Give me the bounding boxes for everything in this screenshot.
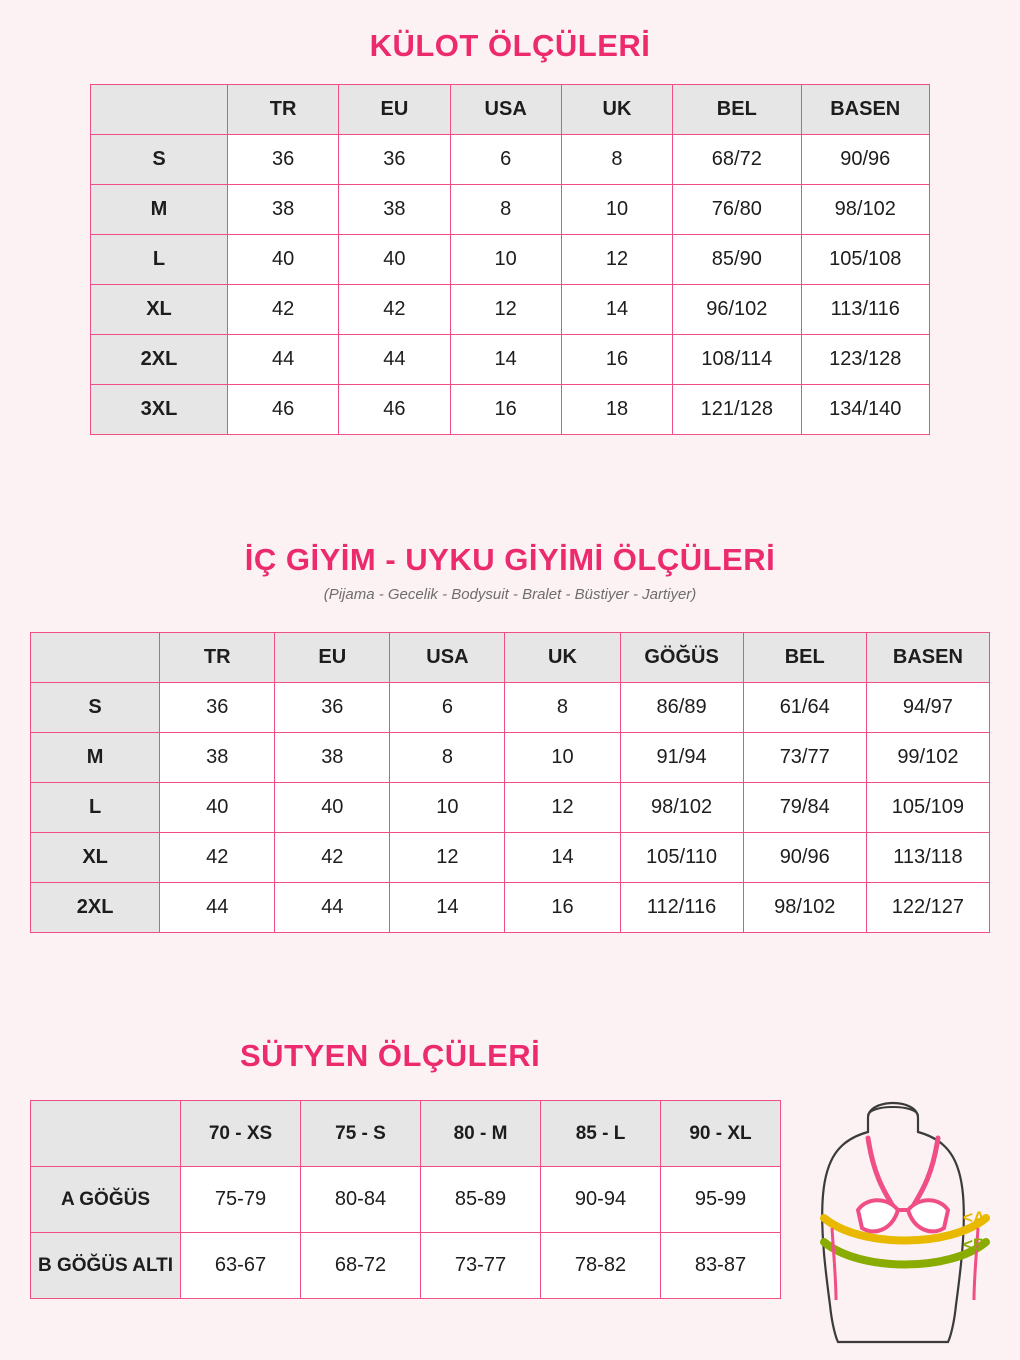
- panties-title-wrap: [0, 0, 1020, 64]
- table-cell: 83-87: [661, 1233, 781, 1299]
- table-cell: 105/110: [620, 833, 743, 883]
- table-cell: 38: [339, 185, 450, 235]
- column-header: TR: [160, 633, 275, 683]
- panties-table: [90, 84, 930, 435]
- table-cell: 12: [450, 285, 561, 335]
- column-header: BEL: [673, 85, 801, 135]
- table-cell: 91/94: [620, 733, 743, 783]
- table-cell: 18: [561, 385, 672, 435]
- mannequin-illustration: [790, 1090, 1020, 1345]
- table-cell: 14: [390, 883, 505, 933]
- column-header: UK: [505, 633, 620, 683]
- row-size-label: S: [31, 683, 160, 733]
- table-cell: 44: [160, 883, 275, 933]
- legend-a-label: <A: [963, 1208, 986, 1227]
- table-cell: 16: [450, 385, 561, 435]
- table-cell: 96/102: [673, 285, 801, 335]
- table-cell: 90/96: [743, 833, 866, 883]
- table-cell: 85/90: [673, 235, 801, 285]
- table-cell: 134/140: [801, 385, 930, 435]
- row-size-label: L: [31, 783, 160, 833]
- row-size-label: M: [31, 733, 160, 783]
- table-cell: 40: [339, 235, 450, 285]
- table-cell: 6: [390, 683, 505, 733]
- table-cell: 85-89: [421, 1167, 541, 1233]
- table-cell: 99/102: [866, 733, 989, 783]
- table-cell: 112/116: [620, 883, 743, 933]
- table-cell: 38: [160, 733, 275, 783]
- table-cell: 113/116: [801, 285, 930, 335]
- row-size-label: S: [91, 135, 228, 185]
- column-header: [31, 1101, 181, 1167]
- underwear-table-wrap: [30, 632, 990, 933]
- table-cell: 98/102: [620, 783, 743, 833]
- table-row: [31, 783, 990, 833]
- column-header: GÖĞÜS: [620, 633, 743, 683]
- table-cell: 78-82: [541, 1233, 661, 1299]
- underwear-title-wrap: [0, 542, 1020, 603]
- table-header-row: [31, 1101, 781, 1167]
- column-header: 70 - XS: [181, 1101, 301, 1167]
- table-cell: 80-84: [301, 1167, 421, 1233]
- table-row: [31, 833, 990, 883]
- column-header: TR: [227, 85, 338, 135]
- row-size-label: 2XL: [31, 883, 160, 933]
- table-row: [91, 235, 930, 285]
- table-cell: 68/72: [673, 135, 801, 185]
- column-header: 85 - L: [541, 1101, 661, 1167]
- row-size-label: XL: [91, 285, 228, 335]
- column-header: USA: [450, 85, 561, 135]
- table-cell: 44: [275, 883, 390, 933]
- table-cell: 90-94: [541, 1167, 661, 1233]
- column-header: 75 - S: [301, 1101, 421, 1167]
- table-cell: 36: [339, 135, 450, 185]
- table-cell: 8: [561, 135, 672, 185]
- table-row: [31, 683, 990, 733]
- table-header-row: [91, 85, 930, 135]
- table-cell: 14: [505, 833, 620, 883]
- table-row: [91, 185, 930, 235]
- table-cell: 36: [275, 683, 390, 733]
- table-cell: 90/96: [801, 135, 930, 185]
- table-cell: 121/128: [673, 385, 801, 435]
- row-size-label: XL: [31, 833, 160, 883]
- table-row: [91, 285, 930, 335]
- table-cell: 12: [561, 235, 672, 285]
- row-size-label: M: [91, 185, 228, 235]
- table-cell: 73-77: [421, 1233, 541, 1299]
- column-header: 80 - M: [421, 1101, 541, 1167]
- column-header: EU: [339, 85, 450, 135]
- table-cell: 46: [227, 385, 338, 435]
- column-header: BEL: [743, 633, 866, 683]
- table-cell: 75-79: [181, 1167, 301, 1233]
- table-cell: 40: [227, 235, 338, 285]
- underwear-title: İÇ GİYİM - UYKU GİYİMİ ÖLÇÜLERİ: [244, 542, 776, 577]
- table-row: [31, 1167, 781, 1233]
- table-cell: 16: [505, 883, 620, 933]
- table-cell: 14: [561, 285, 672, 335]
- column-header: BASEN: [801, 85, 930, 135]
- column-header: USA: [390, 633, 505, 683]
- bra-table: [30, 1100, 781, 1299]
- table-cell: 44: [227, 335, 338, 385]
- table-cell: 73/77: [743, 733, 866, 783]
- column-header: UK: [561, 85, 672, 135]
- column-header: BASEN: [866, 633, 989, 683]
- table-cell: 40: [275, 783, 390, 833]
- table-header-row: [31, 633, 990, 683]
- table-cell: 42: [160, 833, 275, 883]
- bra-title: SÜTYEN ÖLÇÜLERİ: [240, 1038, 541, 1073]
- table-cell: 14: [450, 335, 561, 385]
- table-cell: 38: [227, 185, 338, 235]
- underwear-table: [30, 632, 990, 933]
- panties-table-wrap: [90, 84, 930, 435]
- table-row: [91, 135, 930, 185]
- table-cell: 46: [339, 385, 450, 435]
- table-row: [31, 733, 990, 783]
- table-cell: 10: [450, 235, 561, 285]
- row-size-label: L: [91, 235, 228, 285]
- table-row: [91, 335, 930, 385]
- table-cell: 36: [160, 683, 275, 733]
- table-cell: 68-72: [301, 1233, 421, 1299]
- table-cell: 10: [561, 185, 672, 235]
- table-cell: 42: [275, 833, 390, 883]
- table-cell: 86/89: [620, 683, 743, 733]
- table-cell: 10: [505, 733, 620, 783]
- table-cell: 61/64: [743, 683, 866, 733]
- column-header: EU: [275, 633, 390, 683]
- table-cell: 98/102: [801, 185, 930, 235]
- table-cell: 122/127: [866, 883, 989, 933]
- table-cell: 8: [390, 733, 505, 783]
- row-measure-label: B GÖĞÜS ALTI: [31, 1233, 181, 1299]
- table-cell: 108/114: [673, 335, 801, 385]
- table-row: [31, 1233, 781, 1299]
- column-header: [91, 85, 228, 135]
- table-cell: 42: [227, 285, 338, 335]
- column-header: [31, 633, 160, 683]
- table-row: [91, 385, 930, 435]
- table-cell: 98/102: [743, 883, 866, 933]
- table-cell: 8: [450, 185, 561, 235]
- table-cell: 95-99: [661, 1167, 781, 1233]
- table-cell: 105/109: [866, 783, 989, 833]
- table-cell: 40: [160, 783, 275, 833]
- table-cell: 76/80: [673, 185, 801, 235]
- table-cell: 38: [275, 733, 390, 783]
- table-cell: 8: [505, 683, 620, 733]
- table-cell: 16: [561, 335, 672, 385]
- table-cell: 6: [450, 135, 561, 185]
- table-cell: 12: [390, 833, 505, 883]
- table-cell: 123/128: [801, 335, 930, 385]
- panties-title: KÜLOT ÖLÇÜLERİ: [369, 28, 651, 63]
- row-measure-label: A GÖĞÜS: [31, 1167, 181, 1233]
- table-cell: 94/97: [866, 683, 989, 733]
- table-cell: 10: [390, 783, 505, 833]
- table-cell: 36: [227, 135, 338, 185]
- row-size-label: 3XL: [91, 385, 228, 435]
- legend-b-label: <B: [963, 1235, 986, 1254]
- underwear-subtitle: (Pijama - Gecelik - Bodysuit - Bralet - Büstiyer - Jartiyer): [323, 586, 697, 603]
- bra-table-wrap: [30, 1100, 781, 1299]
- table-row: [31, 883, 990, 933]
- table-cell: 42: [339, 285, 450, 335]
- table-cell: 113/118: [866, 833, 989, 883]
- table-cell: 12: [505, 783, 620, 833]
- table-cell: 79/84: [743, 783, 866, 833]
- table-cell: 63-67: [181, 1233, 301, 1299]
- column-header: 90 - XL: [661, 1101, 781, 1167]
- table-cell: 44: [339, 335, 450, 385]
- table-cell: 105/108: [801, 235, 930, 285]
- row-size-label: 2XL: [91, 335, 228, 385]
- bra-title-wrap: [0, 1038, 1020, 1074]
